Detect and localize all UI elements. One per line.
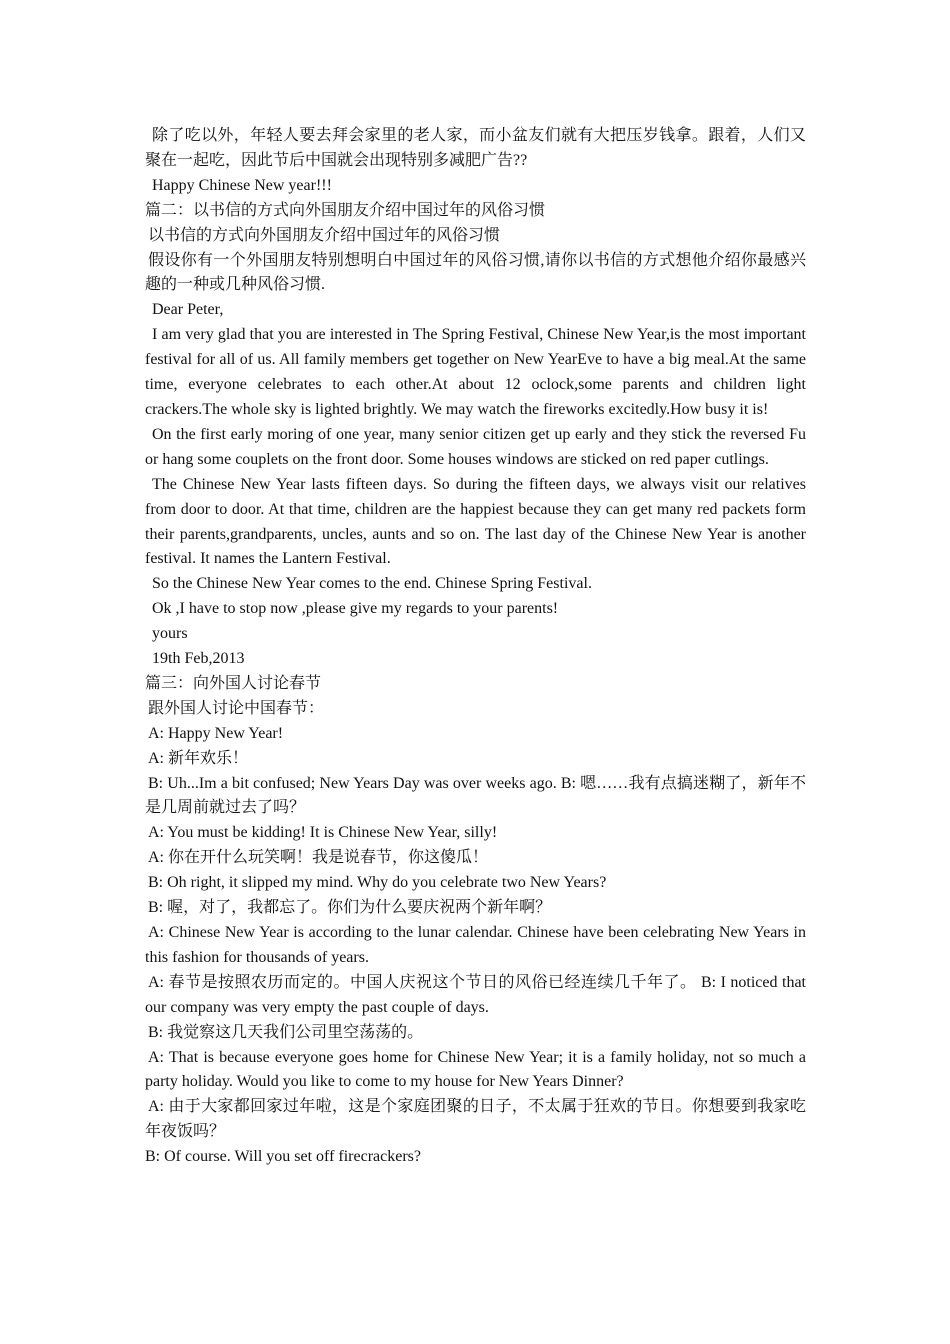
paragraph: 篇三：向外国人讨论春节 xyxy=(145,674,322,692)
paragraph: The Chinese New Year lasts fifteen days. So during the fifteen days, we always visit our relatives from door to door. At that time, children are the happiest because they can get many red packets form their parents,grandparents, uncles, aunts and so on. The last day of the Chinese New Year is another festival. It names the Lantern Festival. xyxy=(145,475,806,568)
paragraph: A: That is because everyone goes home for Chinese New Year; it is a family holiday, not so much a party holiday. Would you like to come to my house for New Years Dinner? xyxy=(145,1048,806,1091)
paragraph: A: 新年欢乐！ xyxy=(148,749,249,767)
paragraph: B: Of course. Will you set off firecrackers? xyxy=(145,1148,421,1166)
paragraph: B: 喔，对了，我都忘了。你们为什么要庆祝两个新年啊？ xyxy=(148,899,552,917)
paragraph: Happy Chinese New year!!! xyxy=(152,176,332,194)
paragraph: 篇二：以书信的方式向外国朋友介绍中国过年的风俗习惯 xyxy=(145,201,546,219)
paragraph: 除了吃以外，年轻人要去拜会家里的老人家，而小盆友们就有大把压岁钱拿。跟着，人们又聚在一起吃，因此节后中国就会出现特别多减肥广告?? xyxy=(145,127,806,169)
paragraph: On the first early moring of one year, many senior citizen get up early and they stick the reversed Fu or hang some couplets on the front door. Some houses windows are sticked on red paper cutlings. xyxy=(145,425,806,468)
paragraph: B: Uh...Im a bit confused; New Years Day was over weeks ago. B: 嗯……我有点搞迷糊了，新年不是几周前就过去了吗？ xyxy=(145,774,806,817)
paragraph: A: Happy New Year! xyxy=(148,724,284,742)
paragraph: A: 你在开什么玩笑啊！我是说春节，你这傻瓜！ xyxy=(148,849,489,867)
paragraph: B: 我觉察这几天我们公司里空荡荡的。 xyxy=(148,1023,424,1041)
paragraph: A: 春节是按照农历而定的。中国人庆祝这个节日的风俗已经连续几千年了。 B: I noticed that our company was very empty the past couple of days. xyxy=(145,973,806,1016)
paragraph: 19th Feb,2013 xyxy=(152,650,245,668)
paragraph: A: You must be kidding! It is Chinese New Year, silly! xyxy=(148,824,498,842)
paragraph: 假设你有一个外国朋友特别想明白中国过年的风俗习惯,请你以书信的方式想他介绍你最感兴趣的一种或几种风俗习惯. xyxy=(145,251,806,294)
paragraph: A: 由于大家都回家过年啦，这是个家庭团聚的日子，不太属于狂欢的节日。你想要到我家吃年夜饭吗？ xyxy=(145,1098,806,1141)
paragraph: So the Chinese New Year comes to the end. Chinese Spring Festival. xyxy=(152,575,592,593)
paragraph: I am very glad that you are interested in The Spring Festival, Chinese New Year,is the most important festival for all of us. All family members get together on New YearEve to have a big meal.At the same time, everyone celebrates to each other.At about 12 oclock,some parents and children light crackers.The whole sky is lighted brightly. We may watch the fireworks excitedly.How busy it is! xyxy=(145,326,806,418)
paragraph: A: Chinese New Year is according to the lunar calendar. Chinese have been celebrating New Years in this fashion for thousands of years. xyxy=(145,924,806,966)
paragraph: 以书信的方式向外国朋友介绍中国过年的风俗习惯 xyxy=(148,226,501,244)
paragraph: Ok ,I have to stop now ,please give my regards to your parents! xyxy=(152,600,559,618)
paragraph: Dear Peter, xyxy=(152,301,224,319)
paragraph: B: Oh right, it slipped my mind. Why do you celebrate two New Years? xyxy=(148,874,607,892)
paragraph: 跟外国人讨论中国春节： xyxy=(148,699,325,717)
document-body xyxy=(145,124,806,1170)
paragraph: yours xyxy=(152,625,188,643)
